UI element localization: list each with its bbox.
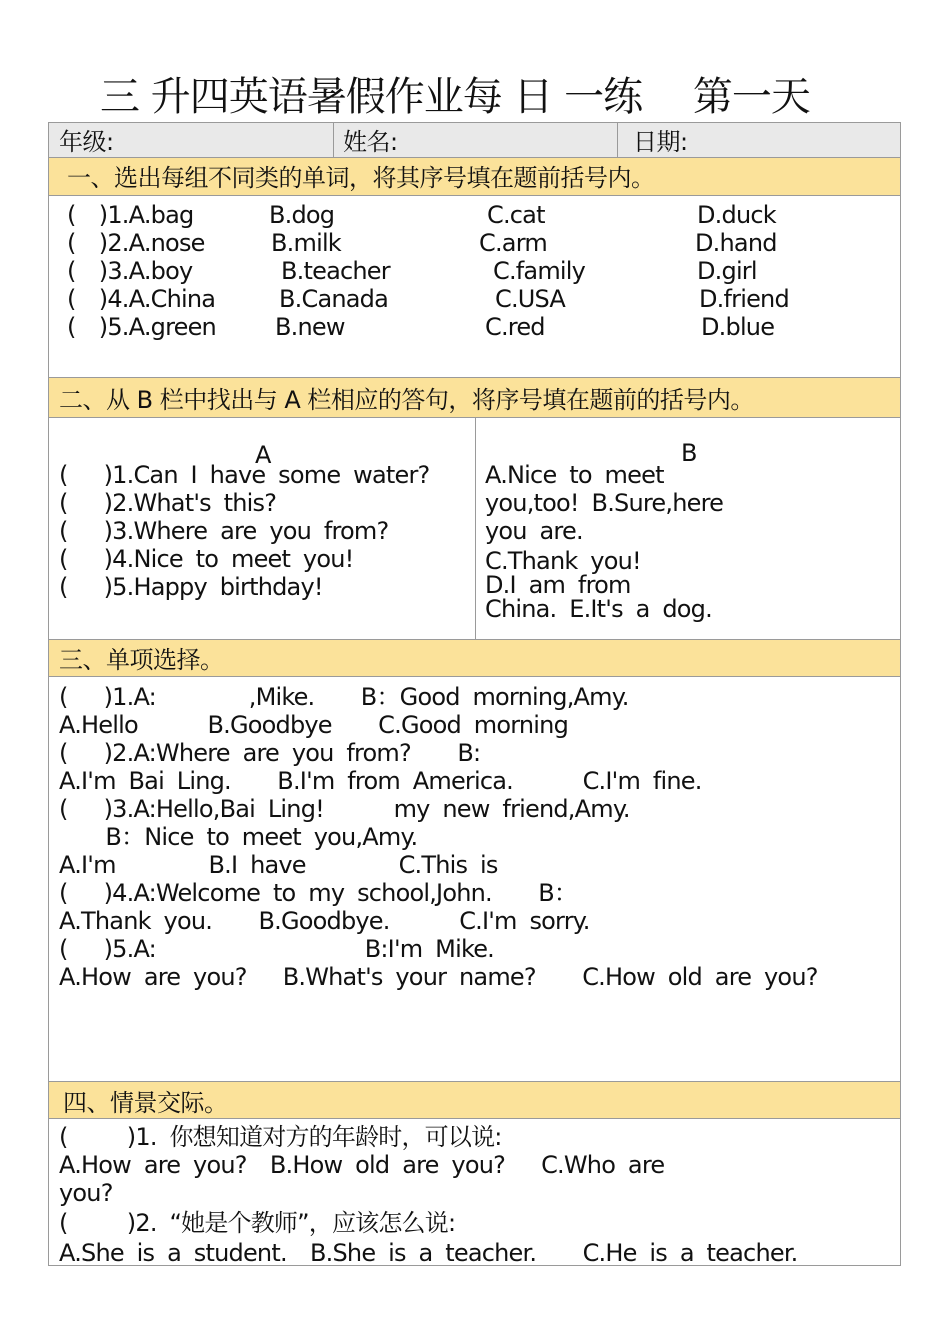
match-answer: you,too! B.Sure,here bbox=[485, 489, 724, 517]
row-divider bbox=[49, 1118, 900, 1119]
dialog-line: A.She is a student. B.She is a teacher. C.He is a teacher. bbox=[59, 1239, 798, 1267]
choice-line: A.I'm B.I have C.This is bbox=[59, 851, 498, 879]
match-question: ( )2.What's this? bbox=[59, 489, 277, 517]
choice-line: A.Thank you. B.Goodbye. C.I'm sorry. bbox=[59, 907, 590, 935]
match-question: ( )1.Can I have some water? bbox=[59, 461, 430, 489]
match-question: ( )3.Where are you from? bbox=[59, 517, 389, 545]
column-b-heading: B bbox=[681, 439, 697, 467]
question-number: ( )5.A.green bbox=[67, 313, 216, 341]
header-divider bbox=[333, 123, 334, 157]
option-b: B.teacher bbox=[281, 257, 390, 285]
option-d: D.friend bbox=[699, 285, 789, 313]
choice-line: A.How are you? B.What's your name? C.How old are you? bbox=[59, 963, 818, 991]
grade-label: 年级: bbox=[59, 128, 114, 156]
option-d: D.blue bbox=[701, 313, 775, 341]
match-question: ( )4.Nice to meet you! bbox=[59, 545, 354, 573]
dialog-line: you? bbox=[59, 1179, 113, 1207]
match-answer: China. E.It's a dog. bbox=[485, 595, 712, 623]
dialog-line: ( )1. 你想知道对方的年龄时，可以说: bbox=[59, 1123, 502, 1151]
option-b: B.milk bbox=[271, 229, 341, 257]
worksheet-table bbox=[48, 122, 901, 1266]
question-number: ( )2.A.nose bbox=[67, 229, 205, 257]
choice-line: B：Nice to meet you,Amy. bbox=[59, 823, 418, 851]
name-label: 姓名: bbox=[343, 128, 398, 156]
choice-line: ( )3.A:Hello,Bai Ling! my new friend,Amy. bbox=[59, 795, 630, 823]
option-c: C.USA bbox=[495, 285, 566, 313]
choice-line: A.Hello B.Goodbye C.Good morning bbox=[59, 711, 569, 739]
column-divider bbox=[475, 417, 476, 639]
match-answer: you are. bbox=[485, 517, 583, 545]
option-c: C.cat bbox=[487, 201, 545, 229]
option-c: C.red bbox=[485, 313, 545, 341]
choice-line: ( )4.A:Welcome to my school,John. B： bbox=[59, 879, 578, 907]
option-b: B.Canada bbox=[279, 285, 389, 313]
dialog-line: A.How are you? B.How old are you? C.Who are bbox=[59, 1151, 665, 1179]
choice-line: A.I'm Bai Ling. B.I'm from America. C.I'm fine. bbox=[59, 767, 702, 795]
page-title: 三 升四英语暑假作业每 日 一练 第一天 bbox=[100, 74, 810, 120]
row-divider bbox=[49, 195, 900, 196]
choice-line: ( )5.A: B:I'm Mike. bbox=[59, 935, 494, 963]
option-d: D.girl bbox=[697, 257, 757, 285]
option-b: B.new bbox=[275, 313, 345, 341]
match-question: ( )5.Happy birthday! bbox=[59, 573, 323, 601]
match-answer: C.Thank you! bbox=[485, 547, 641, 575]
column-a-heading: A bbox=[255, 441, 271, 469]
date-label: 日期: bbox=[633, 128, 688, 156]
option-d: D.duck bbox=[697, 201, 776, 229]
question-number: ( )3.A.boy bbox=[67, 257, 193, 285]
section4-heading: 四、情景交际。 bbox=[63, 1089, 228, 1117]
option-c: C.family bbox=[493, 257, 586, 285]
dialog-line: ( )2. “她是个教师”，应该怎么说: bbox=[59, 1209, 456, 1237]
match-answer: A.Nice to meet bbox=[485, 461, 664, 489]
section2-heading: 二、从 B 栏中找出与 A 栏相应的答句，将序号填在题前的括号内。 bbox=[59, 386, 754, 414]
option-d: D.hand bbox=[695, 229, 777, 257]
option-c: C.arm bbox=[479, 229, 547, 257]
section1-heading: 一、选出每组不同类的单词，将其序号填在题前括号内。 bbox=[67, 164, 655, 192]
section3-heading: 三、单项选择。 bbox=[59, 646, 224, 674]
choice-line: ( )2.A:Where are you from? B: bbox=[59, 739, 481, 767]
header-divider bbox=[617, 123, 618, 157]
choice-line: ( )1.A: ,Mike. B：Good morning,Amy. bbox=[59, 683, 629, 711]
header-row bbox=[49, 123, 900, 157]
row-divider bbox=[49, 676, 900, 677]
question-number: ( )1.A.bag bbox=[67, 201, 194, 229]
option-b: B.dog bbox=[269, 201, 335, 229]
match-answer: D.I am from bbox=[485, 571, 631, 599]
question-number: ( )4.A.China bbox=[67, 285, 216, 313]
